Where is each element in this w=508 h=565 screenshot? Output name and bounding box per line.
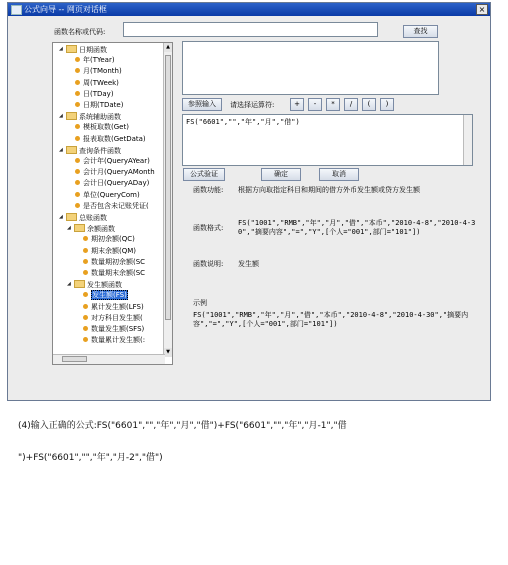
example-text: FS("1001","RMB","年","月","借","本币","2010-4-8","2010-4-30","摘要内容","=","Y",[个人="001",部门="101"])	[193, 311, 469, 328]
tree-node-label: 模板取数(Get)	[83, 123, 129, 132]
scroll-up-arrow-icon[interactable]: ▲	[164, 43, 172, 52]
tree-function-node[interactable]	[83, 325, 144, 334]
function-dot-icon	[75, 68, 80, 73]
tree-function-node[interactable]	[83, 303, 144, 312]
function-dot-icon	[75, 91, 80, 96]
tree-function-node[interactable]	[83, 258, 145, 267]
tree-function-node[interactable]	[75, 56, 115, 65]
function-dot-icon	[75, 180, 80, 185]
function-list-area[interactable]	[182, 41, 439, 95]
search-input[interactable]	[123, 22, 378, 37]
reference-input-button[interactable]: 参照输入	[182, 98, 222, 111]
tree-function-node[interactable]	[75, 168, 155, 177]
function-dot-icon	[83, 326, 88, 331]
caption-line-2: ")+FS("6601","","年","月-2","借")	[18, 453, 163, 463]
function-dot-icon	[75, 192, 80, 197]
tree-node-label: 查询条件函数	[79, 146, 121, 155]
verify-formula-button[interactable]: 公式验证	[183, 168, 225, 181]
function-dot-icon	[75, 136, 80, 141]
tree-function-node[interactable]	[83, 336, 145, 345]
tree-node-label: 期初余额(QC)	[91, 235, 135, 244]
description-label: 函数说明:	[193, 260, 224, 268]
tree-folder-node[interactable]	[59, 45, 107, 55]
operator-button[interactable]: +	[290, 98, 304, 111]
folder-icon	[66, 146, 77, 154]
expand-toggle-icon[interactable]: ◢	[59, 146, 63, 153]
scroll-thumb[interactable]	[165, 55, 171, 320]
function-dot-icon	[83, 315, 88, 320]
tree-node-label: 数量累计发生额(:	[91, 336, 146, 345]
tree-horizontal-scrollbar[interactable]	[53, 354, 165, 364]
tree-folder-node[interactable]	[67, 280, 122, 290]
function-dot-icon	[75, 124, 80, 129]
format-label: 函数格式:	[193, 224, 224, 232]
cancel-button[interactable]: 取消	[319, 168, 359, 181]
caption-line-1: (4)输入正确的公式:FS("6601","","年","月","借")+FS("6601","","年","月-1","借	[18, 421, 347, 431]
formula-input[interactable]	[182, 114, 473, 166]
folder-icon	[66, 213, 77, 221]
function-dot-icon	[75, 102, 80, 107]
tree-node-label: 月(TMonth)	[83, 67, 122, 76]
tree-node-label: 期末余额(QM)	[91, 246, 137, 255]
tree-node-label: 累计发生额(LFS)	[91, 302, 144, 311]
scroll-down-arrow-icon[interactable]: ▼	[164, 348, 172, 357]
tree-node-label: 数量期初余额(SC	[91, 257, 146, 266]
formula-text: FS("6601","","年","月","借")	[186, 118, 300, 126]
folder-icon	[74, 224, 85, 232]
folder-icon	[66, 45, 77, 53]
tree-node-label: 日期(TDate)	[83, 101, 124, 109]
expand-toggle-icon[interactable]: ◢	[59, 113, 63, 120]
description-text: 发生额	[238, 260, 259, 268]
expand-toggle-icon[interactable]: ◢	[67, 281, 71, 288]
tree-node-label: 年(TYear)	[83, 56, 115, 65]
folder-icon	[74, 280, 85, 288]
tree-node-label: 日(TDay)	[83, 89, 114, 98]
tree-function-node[interactable]	[83, 247, 136, 256]
tree-node-label: 系统辅助函数	[79, 113, 121, 122]
expand-toggle-icon[interactable]: ◢	[59, 214, 63, 220]
tree-function-node[interactable]	[75, 202, 149, 211]
tree-node-label: 发生额(FS)	[92, 291, 127, 300]
function-dot-icon	[83, 337, 88, 342]
tree-function-node[interactable]	[75, 123, 129, 132]
tree-function-node[interactable]	[75, 179, 149, 188]
function-text: 根据方向取指定科目和期间的借方外币发生额或贷方发生额	[238, 186, 420, 194]
operator-label: 请选择运算符:	[230, 101, 275, 109]
title-bar	[8, 3, 490, 16]
function-dot-icon	[83, 304, 88, 309]
tree-function-node[interactable]	[75, 67, 122, 76]
horizontal-scroll-thumb[interactable]	[62, 356, 87, 362]
tree-node-label: 余额函数	[87, 225, 115, 234]
expand-toggle-icon[interactable]: ◢	[67, 225, 71, 232]
tree-node-label: 单位(QueryCom)	[83, 190, 140, 199]
function-dot-icon	[75, 203, 80, 208]
tree-vertical-scrollbar[interactable]	[163, 43, 172, 357]
function-dot-icon	[83, 248, 88, 253]
tree-node-label: 会计日(QueryADay)	[83, 179, 150, 188]
tree-node-label: 周(TWeek)	[83, 78, 119, 87]
tree-node-label: 总账函数	[79, 214, 107, 222]
tree-folder-node[interactable]	[59, 112, 121, 122]
tree-node-label: 报表取数(GetData)	[83, 134, 146, 143]
function-dot-icon	[75, 57, 80, 62]
tree-node-label: 发生额函数	[87, 281, 122, 290]
tree-function-node[interactable]	[75, 191, 140, 200]
search-button[interactable]: 查找	[403, 25, 438, 38]
tree-node-label: 数量期末余额(SC	[91, 269, 146, 277]
tree-node-label: 是否包含未记账凭证(	[83, 201, 149, 210]
operator-button[interactable]: *	[326, 98, 340, 111]
window-title: 公式向导 -- 网页对话框	[24, 5, 107, 14]
tree-function-node[interactable]	[83, 269, 145, 278]
function-dot-icon	[83, 236, 88, 241]
ok-button[interactable]: 确定	[261, 168, 301, 181]
tree-function-node[interactable]	[83, 314, 143, 323]
tree-node-label: 日期函数	[79, 46, 107, 54]
search-label: 函数名称或代码:	[54, 28, 106, 36]
formula-scrollbar[interactable]	[463, 115, 472, 165]
tree-node-label: 会计月(QueryAMonth	[83, 168, 155, 177]
tree-function-node[interactable]	[75, 101, 123, 110]
tree-function-node[interactable]	[83, 235, 135, 244]
tree-folder-node[interactable]	[59, 146, 121, 156]
tree-node-label: 对方科目发生额(	[91, 313, 143, 322]
window-icon	[11, 5, 22, 15]
tree-function-node[interactable]	[83, 291, 128, 300]
function-label: 函数功能:	[193, 186, 224, 194]
tree-function-node[interactable]	[75, 157, 150, 166]
expand-toggle-icon[interactable]: ◢	[59, 46, 63, 52]
format-text: FS("1001","RMB","年","月","借","本币","2010-4-8","2010-4-30","摘要内容","=","Y",[个人="001",部门="101"])	[238, 219, 476, 236]
function-dot-icon	[83, 292, 88, 297]
tree-node-label: 会计年(QueryAYear)	[83, 157, 150, 165]
formula-wizard-window	[7, 2, 491, 401]
tree-node-label: 数量发生额(SFS)	[91, 325, 145, 333]
function-dot-icon	[75, 169, 80, 174]
example-label: 示例	[193, 299, 207, 307]
function-dot-icon	[83, 270, 88, 275]
operator-button[interactable]: -	[308, 98, 322, 111]
tree-function-node[interactable]	[75, 90, 114, 99]
operator-button[interactable]: /	[344, 98, 358, 111]
function-dot-icon	[75, 80, 80, 85]
operator-button[interactable]: (	[362, 98, 376, 111]
function-tree[interactable]	[52, 42, 173, 365]
tree-folder-node[interactable]	[59, 213, 107, 223]
tree-function-node[interactable]	[75, 79, 119, 88]
tree-folder-node[interactable]	[67, 224, 115, 234]
tree-function-node[interactable]	[75, 135, 146, 144]
close-button[interactable]: ×	[476, 4, 488, 15]
folder-icon	[66, 112, 77, 120]
function-dot-icon	[83, 259, 88, 264]
function-dot-icon	[75, 158, 80, 163]
operator-button[interactable]: )	[380, 98, 394, 111]
